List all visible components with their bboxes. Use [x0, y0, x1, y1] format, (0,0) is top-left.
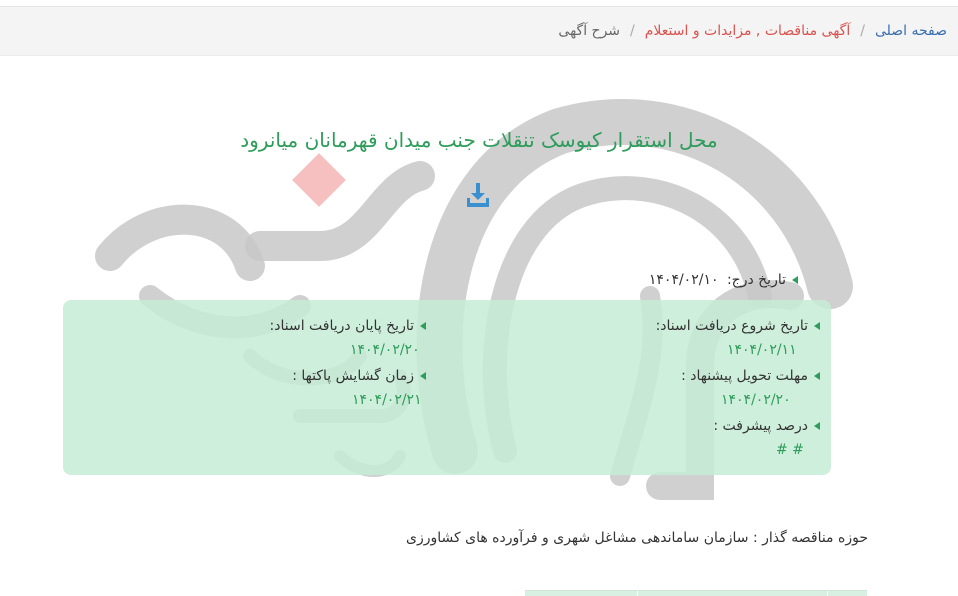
doc-end-value: ۱۴۰۴/۰۲/۲۰ — [350, 342, 420, 358]
download-icon[interactable] — [466, 182, 490, 208]
opening-label: زمان گشایش پاکتها : — [292, 368, 414, 384]
progress-value: # # — [776, 442, 804, 458]
page-title: محل استقرار کیوسک تنقلات جنب میدان قهرمانان میانرود — [240, 128, 718, 152]
organizer-text: حوزه مناقصه گذار : سازمان ساماندهی مشاغل شهری و فرآورده های کشاورزی — [406, 530, 868, 546]
bullet-marker-icon — [814, 322, 820, 330]
table-divider — [827, 591, 828, 596]
table-divider — [637, 591, 638, 596]
bullet-marker-icon — [420, 372, 426, 380]
bid-deadline-label: مهلت تحویل پیشنهاد : — [681, 368, 808, 384]
breadcrumb-separator: / — [860, 23, 865, 39]
opening-row — [292, 368, 426, 384]
posted-date — [649, 272, 798, 288]
breadcrumb-list-link[interactable]: آگهی مناقصات , مزایدات و استعلام — [644, 23, 851, 39]
bullet-marker-icon — [814, 422, 820, 430]
breadcrumb — [0, 6, 958, 56]
posted-date-label: تاریخ درج: — [726, 272, 786, 288]
breadcrumb-home-link[interactable]: صفحه اصلی — [874, 23, 947, 39]
breadcrumb-separator: / — [630, 23, 635, 39]
doc-end-row — [270, 318, 426, 334]
bullet-marker-icon — [814, 372, 820, 380]
progress-row — [713, 418, 820, 434]
doc-start-row — [656, 318, 820, 334]
progress-label: درصد پیشرفت : — [713, 418, 808, 434]
bullet-marker-icon — [420, 322, 426, 330]
doc-start-label: تاریخ شروع دریافت اسناد: — [655, 318, 808, 334]
opening-value: ۱۴۰۴/۰۲/۲۱ — [352, 392, 422, 408]
doc-start-value: ۱۴۰۴/۰۲/۱۱ — [727, 342, 797, 358]
attachments-table — [525, 590, 867, 596]
doc-end-label: تاریخ پایان دریافت اسناد: — [269, 318, 414, 334]
bid-deadline-value: ۱۴۰۴/۰۲/۲۰ — [721, 392, 791, 408]
bullet-marker-icon — [792, 276, 798, 284]
breadcrumb-current: شرح آگهی — [558, 23, 621, 39]
posted-date-value: ۱۴۰۴/۰۲/۱۰ — [648, 272, 719, 288]
bid-deadline-row — [681, 368, 820, 384]
